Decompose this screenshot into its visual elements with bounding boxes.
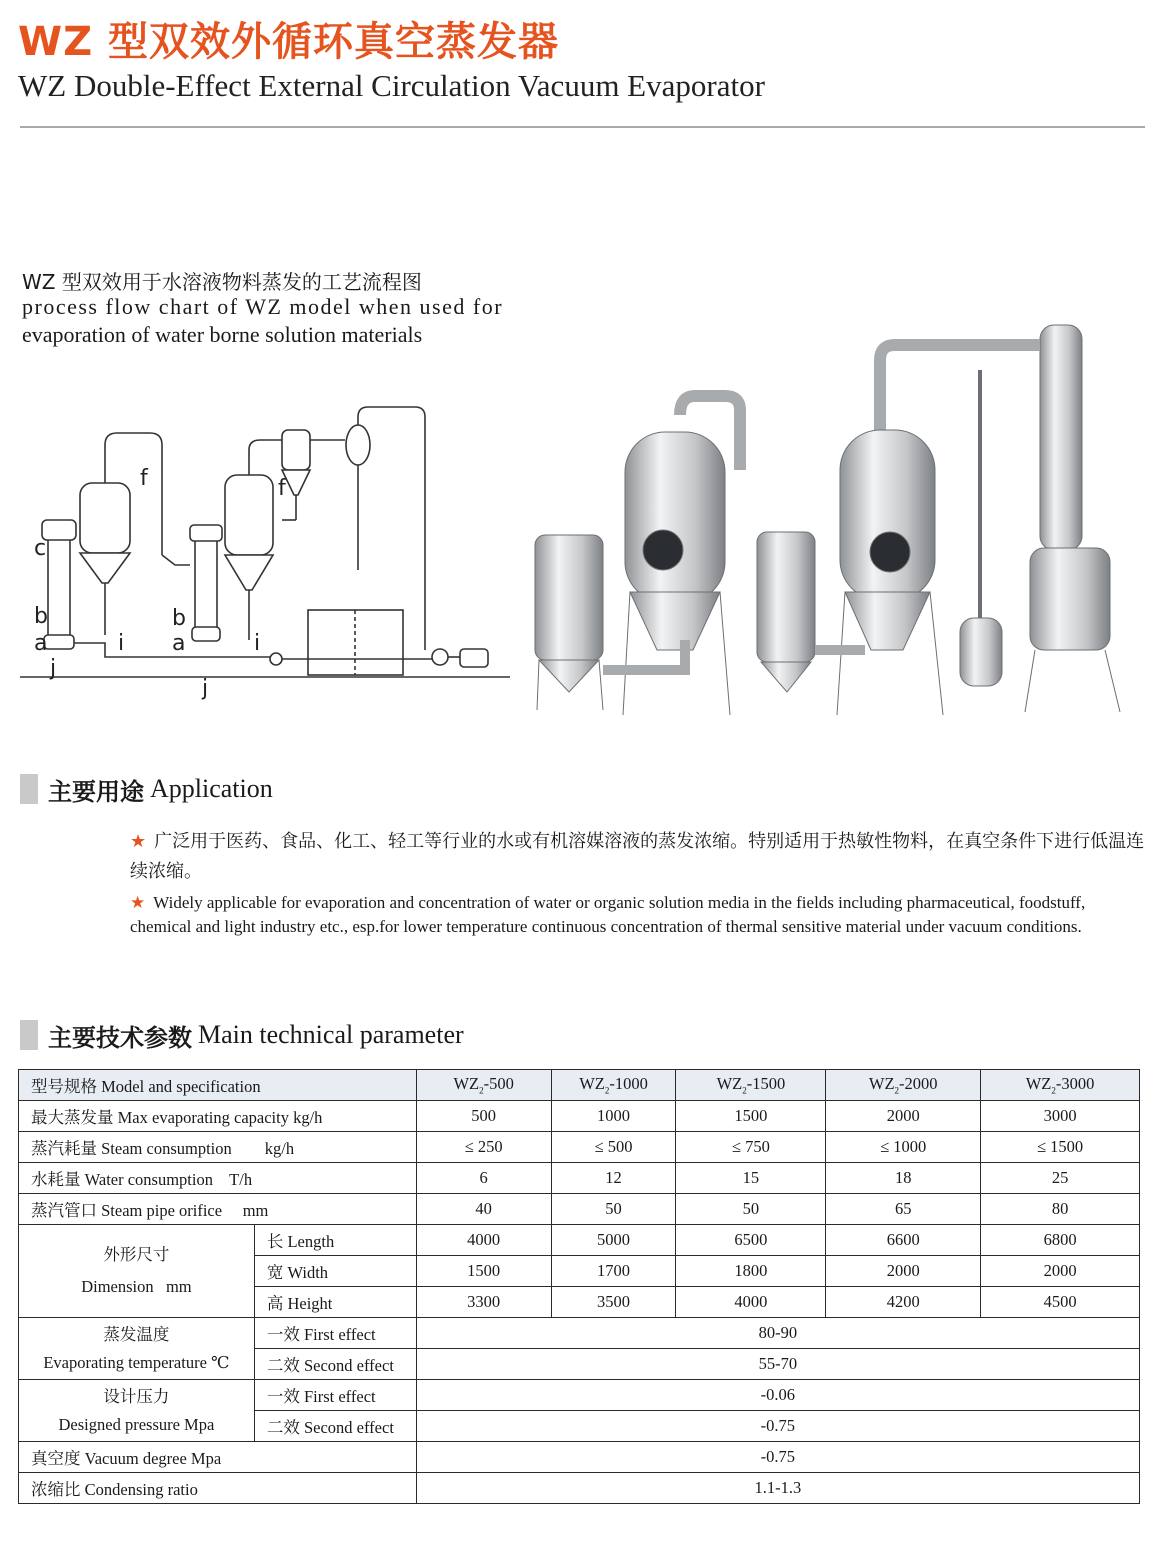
sub-label: 二效 Second effect <box>254 1349 416 1380</box>
table-cell: ≤ 1500 <box>981 1132 1140 1163</box>
parameter-heading-cn: 主要技术参数 <box>48 1023 192 1052</box>
sub-label: 高 Height <box>254 1287 416 1318</box>
table-cell: 80-90 <box>416 1318 1139 1349</box>
table-cell: -0.06 <box>416 1380 1139 1411</box>
table-cell: 18 <box>826 1163 981 1194</box>
table-cell: 3500 <box>551 1287 676 1318</box>
diagram-label-j2: j <box>202 676 209 700</box>
table-cell: 6500 <box>676 1225 826 1256</box>
row-label: 蒸汽管口 Steam pipe orifice mm <box>19 1194 417 1225</box>
flow-chart-caption-en-2: evaporation of water borne solution materials <box>22 322 423 347</box>
table-cell: 40 <box>416 1194 551 1225</box>
star-icon: ★ <box>130 893 146 912</box>
model-cell: $WZ_2-1500$ <box>676 1070 826 1101</box>
application-text-en-block <box>130 891 1145 939</box>
table-cell: 1500 <box>676 1101 826 1132</box>
table-cell: ≤ 500 <box>551 1132 676 1163</box>
table-cell: 6 <box>416 1163 551 1194</box>
table-row <box>19 1225 1140 1256</box>
table-cell: ≤ 750 <box>676 1132 826 1163</box>
table-cell: 2000 <box>826 1101 981 1132</box>
table-cell: 3300 <box>416 1287 551 1318</box>
pressure-label-cn: 设计压力 <box>103 1386 170 1406</box>
row-label: 真空度 Vacuum degree Mpa <box>19 1442 417 1473</box>
star-icon: ★ <box>130 831 147 852</box>
row-label: 浓缩比 Condensing ratio <box>19 1473 417 1504</box>
table-cell: -0.75 <box>416 1442 1139 1473</box>
table-row <box>19 1380 1140 1411</box>
pressure-label <box>19 1380 255 1442</box>
table-cell: ≤ 250 <box>416 1132 551 1163</box>
table-row <box>19 1101 1140 1132</box>
model-cell: $WZ_2-1000$ <box>551 1070 676 1101</box>
dimension-label <box>19 1225 255 1318</box>
table-cell: 1000 <box>551 1101 676 1132</box>
diagram-label-a2: a <box>172 631 186 656</box>
table-row <box>19 1163 1140 1194</box>
table-cell: 1700 <box>551 1256 676 1287</box>
diagram-label-b2: b <box>172 606 186 631</box>
diagram-label-i2: i <box>254 631 261 656</box>
flow-chart-caption-en-1: process flow chart of WZ model when used for <box>22 294 504 319</box>
table-cell: 4000 <box>416 1225 551 1256</box>
sub-label: 一效 First effect <box>254 1318 416 1349</box>
parameter-table <box>18 1069 1140 1504</box>
title-english: WZ Double-Effect External Circulation Vacuum Evaporator <box>18 68 765 103</box>
diagram-label-a: a <box>34 631 48 656</box>
table-cell: 1800 <box>676 1256 826 1287</box>
model-cell: $WZ_2-3000$ <box>981 1070 1140 1101</box>
table-cell: 4000 <box>676 1287 826 1318</box>
model-cell: $WZ_2-500$ <box>416 1070 551 1101</box>
table-cell: 65 <box>826 1194 981 1225</box>
table-header-row <box>19 1070 1140 1101</box>
application-text-cn: 广泛用于医药、食品、化工、轻工等行业的水或有机溶媒溶液的蒸发浓缩。特别适用于热敏性物料，在真空条件下进行低温连续浓缩。 <box>130 831 1145 882</box>
table-cell: 15 <box>676 1163 826 1194</box>
row-label: 水耗量 Water consumption T/h <box>19 1163 417 1194</box>
model-label: 型号规格 Model and specification <box>19 1070 417 1101</box>
diagram-label-c: c <box>34 536 47 561</box>
sub-label: 一效 First effect <box>254 1380 416 1411</box>
application-text-en: Widely applicable for evaporation and concentration of water or organic solution media in the fields including pharmaceutical, foodstuff, chemical and light industry etc., esp.for lower temperature continuous concentration of thermal sensitive material under vacuum conditions. <box>130 893 1086 936</box>
diagram-label-b: b <box>34 604 48 629</box>
table-cell: 1.1-1.3 <box>416 1473 1139 1504</box>
table-row <box>19 1194 1140 1225</box>
table-cell: 1500 <box>416 1256 551 1287</box>
parameter-heading <box>20 1018 464 1052</box>
table-cell: 6600 <box>826 1225 981 1256</box>
dimension-label-cn: 外形尺寸 <box>103 1245 170 1264</box>
table-cell: 500 <box>416 1101 551 1132</box>
table-cell: 4500 <box>981 1287 1140 1318</box>
application-heading <box>20 772 273 806</box>
table-cell: 5000 <box>551 1225 676 1256</box>
table-cell: 50 <box>551 1194 676 1225</box>
sub-label: 宽 Width <box>254 1256 416 1287</box>
table-cell: 25 <box>981 1163 1140 1194</box>
table-row <box>19 1442 1140 1473</box>
model-cell: $WZ_2-2000$ <box>826 1070 981 1101</box>
evap-temp-label-cn: 蒸发温度 <box>103 1324 170 1344</box>
table-cell: 12 <box>551 1163 676 1194</box>
application-text-cn-block <box>130 827 1145 887</box>
table-cell: 3000 <box>981 1101 1140 1132</box>
flow-chart-caption-cn: WZ 型双效用于水溶液物料蒸发的工艺流程图 <box>22 270 422 294</box>
table-row <box>19 1132 1140 1163</box>
diagram-label-f2: f <box>278 476 286 501</box>
table-cell: 4200 <box>826 1287 981 1318</box>
table-cell: 55-70 <box>416 1349 1139 1380</box>
process-flow-diagram <box>20 395 520 700</box>
table-cell: 2000 <box>826 1256 981 1287</box>
diagram-label-f: f <box>140 466 148 491</box>
evap-temp-label-en: Evaporating temperature ℃ <box>43 1352 230 1372</box>
table-row <box>19 1318 1140 1349</box>
evaporator-photo <box>525 320 1145 720</box>
title-chinese: WZ 型双效外循环真空蒸发器 <box>18 19 560 65</box>
table-cell: 80 <box>981 1194 1140 1225</box>
pressure-label-en: Designed pressure Mpa <box>58 1414 215 1434</box>
diagram-label-j: j <box>50 656 57 681</box>
dimension-label-en: Dimension mm <box>81 1277 192 1296</box>
row-label: 蒸汽耗量 Steam consumption kg/h <box>19 1132 417 1163</box>
application-heading-en: Application <box>150 774 273 803</box>
section-marker <box>20 1020 38 1050</box>
table-cell: -0.75 <box>416 1411 1139 1442</box>
table-cell: ≤ 1000 <box>826 1132 981 1163</box>
table-row <box>19 1473 1140 1504</box>
section-marker <box>20 774 38 804</box>
table-cell: 2000 <box>981 1256 1140 1287</box>
parameter-heading-en: Main technical parameter <box>198 1020 464 1049</box>
sub-label: 长 Length <box>254 1225 416 1256</box>
application-heading-cn: 主要用途 <box>48 777 144 806</box>
diagram-label-i: i <box>118 631 125 656</box>
header-divider <box>20 126 1145 128</box>
sub-label: 二效 Second effect <box>254 1411 416 1442</box>
table-cell: 6800 <box>981 1225 1140 1256</box>
row-label: 最大蒸发量 Max evaporating capacity kg/h <box>19 1101 417 1132</box>
table-cell: 50 <box>676 1194 826 1225</box>
evap-temp-label <box>19 1318 255 1380</box>
